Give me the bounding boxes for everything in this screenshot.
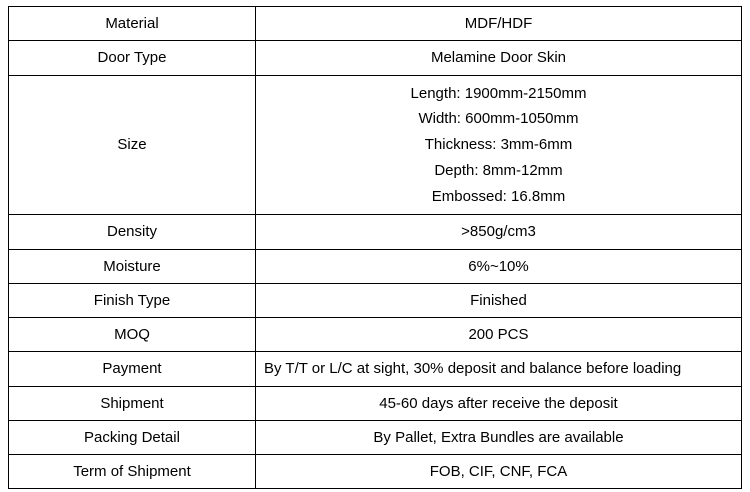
table-row [9,386,742,420]
size-line-embossed: Embossed: 16.8mm [431,187,566,205]
table-row [9,420,742,454]
row-value-payment: By T/T or L/C at sight, 30% deposit and balance before loading [256,352,742,386]
row-label-density: Density [9,215,256,249]
row-value-packing-detail: By Pallet, Extra Bundles are available [256,420,742,454]
row-label-shipment: Shipment [9,386,256,420]
size-line-thickness: Thickness: 3mm-6mm [424,136,573,154]
row-value-size [256,75,742,215]
row-value-moisture: 6%~10% [256,249,742,283]
specification-table [8,6,742,489]
row-value-finish-type: Finished [256,283,742,317]
table-body [9,7,742,489]
table-row [9,215,742,249]
size-line-depth: Depth: 8mm-12mm [434,161,563,179]
row-value-term-of-shipment: FOB, CIF, CNF, FCA [256,455,742,489]
row-value-material: MDF/HDF [256,7,742,41]
row-label-door-type: Door Type [9,41,256,75]
size-line-length: Length: 1900mm-2150mm [410,84,587,102]
table-row [9,249,742,283]
table-row [9,7,742,41]
row-label-material: Material [9,7,256,41]
table-row [9,318,742,352]
table-row [9,352,742,386]
row-label-moisture: Moisture [9,249,256,283]
row-label-size: Size [9,75,256,215]
row-value-density: >850g/cm3 [256,215,742,249]
row-label-payment: Payment [9,352,256,386]
table-row [9,455,742,489]
row-value-door-type: Melamine Door Skin [256,41,742,75]
row-label-moq: MOQ [9,318,256,352]
row-label-packing-detail: Packing Detail [9,420,256,454]
row-label-finish-type: Finish Type [9,283,256,317]
row-value-moq: 200 PCS [256,318,742,352]
table-row [9,41,742,75]
row-value-shipment: 45-60 days after receive the deposit [256,386,742,420]
size-line-width: Width: 600mm-1050mm [418,110,579,128]
table-row [9,283,742,317]
row-label-term-of-shipment: Term of Shipment [9,455,256,489]
table-row [9,75,742,215]
